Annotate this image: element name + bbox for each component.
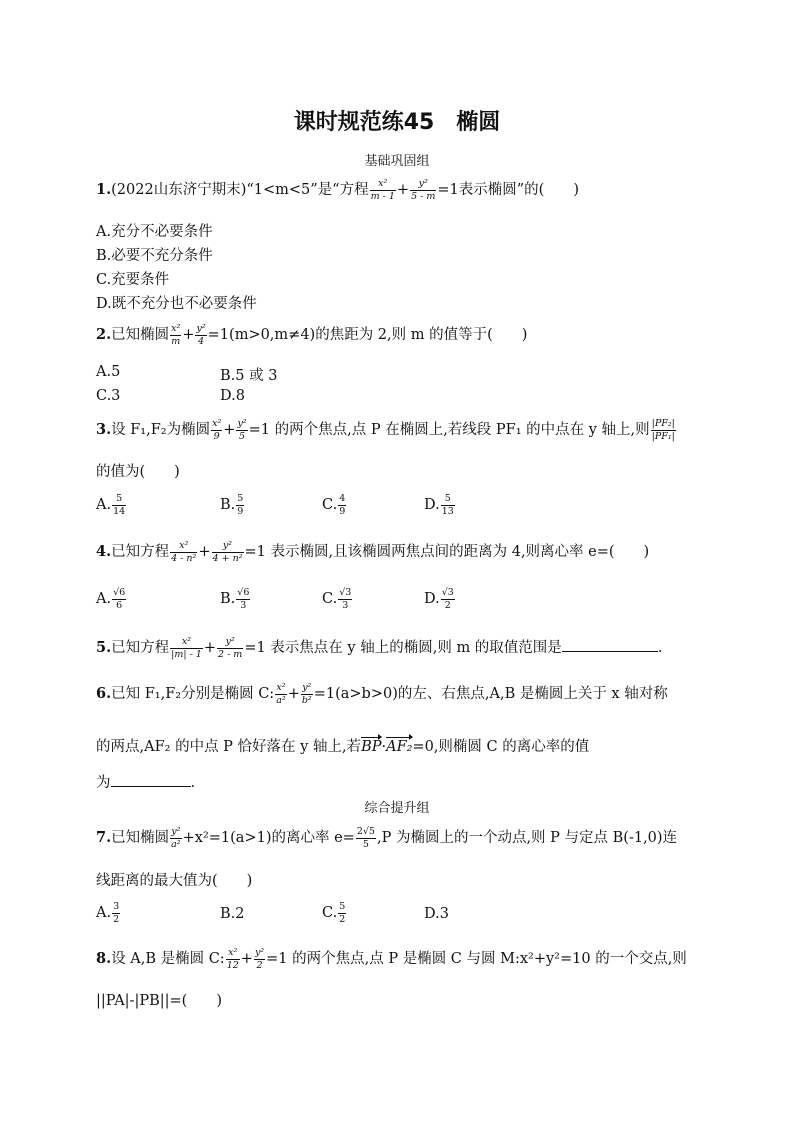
question-2 [96,323,527,346]
numerator: |PF₂| [651,418,675,429]
option-b[interactable]: B.5 或 3 [220,368,278,384]
question-text: 的两点,AF₂ 的中点 P 恰好落在 y 轴上,若 [96,739,362,755]
question-6-line3 [96,771,195,792]
fraction [236,494,244,516]
numerator: √3 [441,587,454,598]
fraction [441,494,455,516]
denominator: 9 [237,505,244,517]
question-text: 设 A,B 是椭圆 C: [111,951,225,967]
denominator: 2 [441,599,455,611]
denominator: 4 + n² [212,552,243,564]
numerator: x² [228,947,238,958]
option-label: A. [96,591,112,607]
question-text: =0,则椭圆 C 的离心率的值 [412,739,590,755]
denominator: b² [301,694,312,706]
numerator: 5 [237,493,244,504]
question-6-line2 [96,735,589,756]
fraction [112,902,120,924]
option-c[interactable] [322,902,347,924]
option-d[interactable]: D.3 [424,906,449,922]
vector-bp: BP [361,739,382,755]
option-label: D. [424,497,440,513]
question-4 [96,540,649,563]
option-a[interactable]: A.充分不必要条件 [96,224,213,240]
plus-sign: + [223,422,236,438]
plus-sign: + [203,640,217,656]
denominator: m - 1 [370,190,395,202]
fraction [236,588,250,610]
option-d[interactable]: D.既不充分也不必要条件 [96,296,257,312]
option-b[interactable] [220,588,251,610]
plus-sign: + [287,686,300,702]
section-advanced-heading: 综合提升组 [364,801,430,816]
numerator: y² [237,418,247,429]
fraction [651,419,676,441]
question-text: =1(a>b>0)的左、右焦点,A,B 是椭圆上关于 x 轴对称 [313,686,668,702]
numerator: x² [276,682,286,693]
question-7 [96,826,677,849]
question-text: ,P 为椭圆上的一个动点,则 P 与定点 B(-1,0)连 [376,830,678,846]
numerator: 5 [444,493,451,504]
question-text: =1 表示椭圆,且该椭圆两焦点间的距离为 4,则离心率 e=( ) [244,544,650,560]
question-text: =1 的两个焦点,点 P 在椭圆上,若线段 PF₁ 的中点在 y 轴上,则 [248,422,650,438]
option-a[interactable] [96,494,127,516]
option-a[interactable]: A.5 [96,364,121,380]
numerator: y² [225,636,235,647]
numerator: y² [196,323,206,334]
question-text: . [190,775,196,791]
option-c[interactable]: C.3 [96,388,121,404]
question-text: 是“方程 [317,182,369,198]
fraction [112,494,126,516]
question-8 [96,947,687,970]
numerator: y² [302,682,312,693]
question-text: . [657,640,663,656]
fraction [441,588,455,610]
question-text: 已知方程 [111,544,170,560]
question-text: 已知椭圆 [111,327,170,343]
denominator: 14 [113,505,126,517]
option-label: A. [96,497,112,513]
denominator: 2 - m [218,648,243,660]
denominator: a² [276,694,286,706]
numerator: 4 [339,493,346,504]
question-number: 2. [96,326,112,343]
option-label: D. [424,591,440,607]
question-number: 7. [96,829,112,846]
question-text: =1(m>0,m≠4)的焦距为 2,则 m 的值等于( ) [207,327,528,343]
question-8-line2: ||PA|-|PB||=( ) [96,993,222,1009]
fraction [170,827,181,849]
denominator: 2 [113,913,120,925]
fraction [211,419,222,441]
fraction [170,637,203,659]
numerator: x² [212,418,222,429]
denominator: 6 [112,599,126,611]
denominator: 2 [339,913,346,925]
fraction [254,948,265,970]
fraction [301,683,313,705]
option-label: A. [96,905,112,921]
denominator: m [171,335,181,347]
answer-blank[interactable] [111,786,191,787]
plus-sign: + [182,327,195,343]
denominator: 4 [195,335,206,347]
question-text: =1 的两个焦点,点 P 是椭圆 C 与圆 M:x²+y²=10 的一个交点,则 [266,951,687,967]
denominator: a² [171,838,181,850]
section-basic-heading: 基础巩固组 [364,154,430,169]
question-text: 设 F₁,F₂为椭圆 [111,422,211,438]
denominator: 5 - m [411,190,436,202]
question-text: =1 表示焦点在 y 轴上的椭圆,则 m 的取值范围是 [244,640,562,656]
fraction [170,324,181,346]
question-5 [96,636,662,659]
numerator: 3 [113,901,120,912]
question-number: 8. [96,950,112,967]
question-3-line2: 的值为( ) [96,464,180,480]
denominator: 3 [338,599,352,611]
numerator: 5 [339,901,346,912]
numerator: y² [254,947,265,958]
option-label: C. [322,591,338,607]
fraction [370,179,396,201]
fraction [170,541,197,563]
question-number: 4. [96,543,112,560]
denominator: 9 [211,430,222,442]
option-b[interactable]: B.2 [220,906,245,922]
question-number: 5. [96,639,112,656]
question-text: 为 [96,775,111,791]
question-3 [96,418,677,441]
numerator: x² [378,178,388,189]
option-c[interactable] [322,494,347,516]
option-a[interactable] [96,902,121,924]
fraction [338,588,352,610]
question-1 [96,178,579,201]
denominator: 9 [339,505,346,517]
option-c[interactable]: C.充要条件 [96,272,170,288]
option-c[interactable] [322,588,353,610]
denominator: 3 [236,599,250,611]
option-label: B. [220,497,236,513]
option-b[interactable]: B.必要不充分条件 [96,248,213,264]
numerator: 2√5 [356,826,375,837]
fraction [275,683,286,705]
question-6 [96,682,668,705]
question-text: +x²=1(a>1)的离心率 e= [182,830,355,846]
option-d[interactable]: D.8 [220,388,245,404]
numerator: x² [181,636,192,647]
numerator: √3 [339,587,352,598]
question-text: 已知方程 [111,640,170,656]
dot-product-sign: · [381,739,387,755]
fraction [112,588,126,610]
question-source: (2022山东济宁期末) [111,182,247,198]
fraction [195,324,206,346]
fraction [236,419,247,441]
vector-af2: AF₂ [386,739,413,755]
question-number: 6. [96,685,112,702]
denominator: 4 - n² [171,552,197,564]
question-text: =1表示椭圆”的( ) [437,182,579,198]
question-7-line2: 线距离的最大值为( ) [96,873,253,889]
fraction [212,541,244,563]
fraction [338,494,346,516]
option-d[interactable] [424,494,456,516]
condition-text: “1<m<5” [246,182,318,198]
plus-sign: + [240,951,253,967]
fraction [226,948,240,970]
fraction [217,637,243,659]
fraction [338,902,346,924]
numerator: y² [418,178,428,189]
numerator: √6 [113,587,126,598]
plus-sign: + [198,544,211,560]
option-label: C. [322,905,338,921]
question-number: 1. [96,181,112,198]
denominator: 12 [226,959,239,971]
option-label: B. [220,591,236,607]
numerator: √6 [237,587,250,598]
option-label: C. [322,497,338,513]
plus-sign: + [396,182,410,198]
numerator: y² [171,826,181,837]
denominator: 5 [236,430,247,442]
fraction [356,827,376,849]
denominator: |PF₁| [651,430,675,442]
denominator: 13 [441,505,454,517]
option-d[interactable] [424,588,456,610]
question-text: 已知椭圆 [111,830,170,846]
question-text: 已知 F₁,F₂分别是椭圆 C: [111,686,275,702]
option-a[interactable] [96,588,127,610]
denominator: 2 [254,959,265,971]
denominator: 5 [356,838,376,850]
page-title: 课时规范练45 椭圆 [293,110,501,135]
numerator: x² [179,540,189,551]
option-b[interactable] [220,494,245,516]
numerator: x² [171,323,181,334]
question-number: 3. [96,421,112,438]
numerator: 5 [116,493,123,504]
denominator: |m| - 1 [171,648,202,660]
fraction [410,179,436,201]
numerator: y² [222,540,233,551]
answer-blank[interactable] [562,651,658,652]
